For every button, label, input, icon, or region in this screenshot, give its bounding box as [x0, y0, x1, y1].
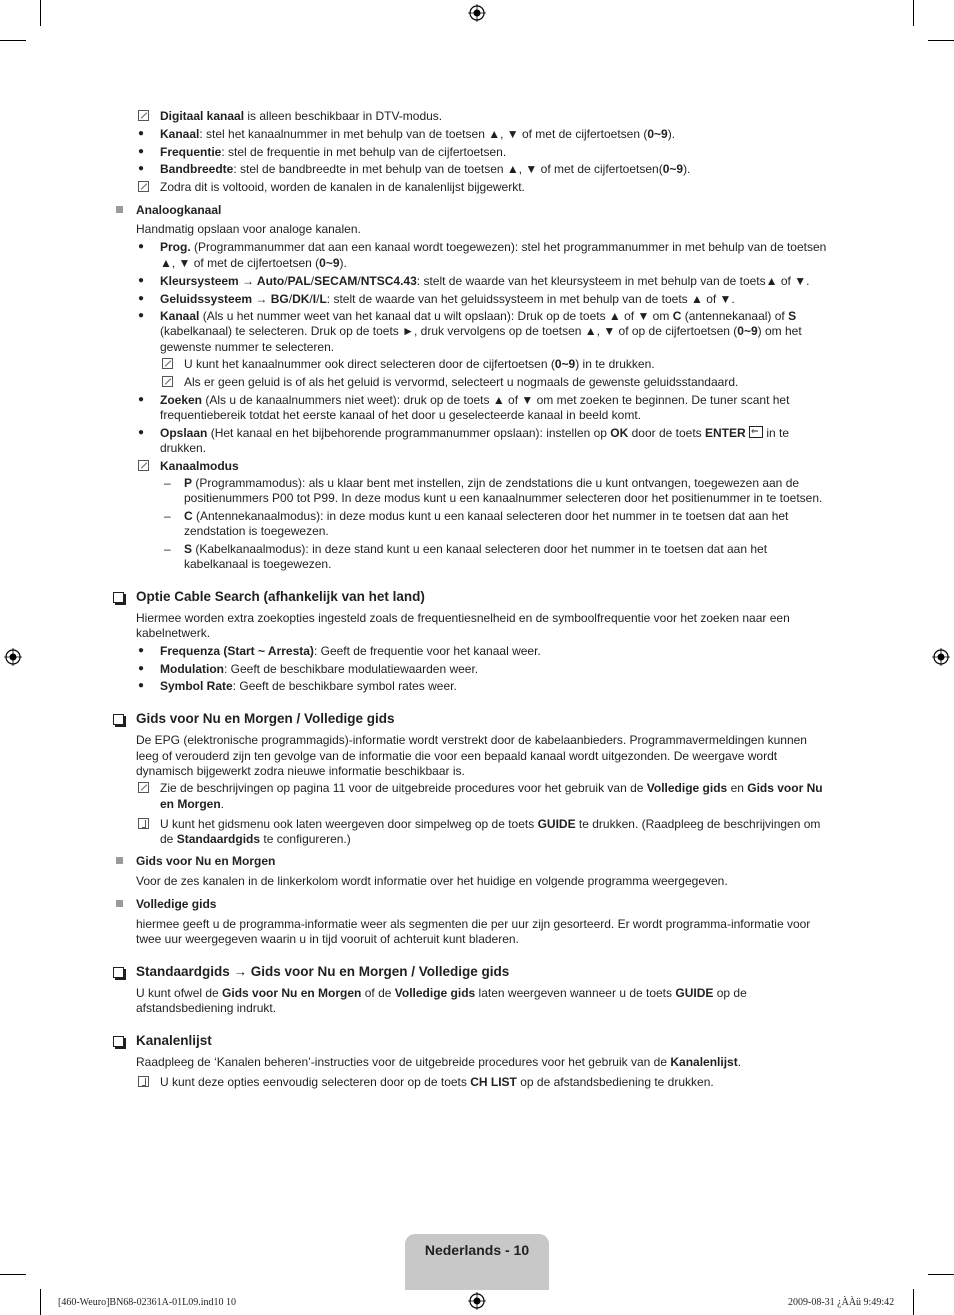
section-heading: Gids voor Nu en Morgen / Volledige gids — [136, 711, 395, 726]
text-line: (kabelkanaal) te selecteren. Druk op de toets ►, druk vervolgens op de toetsen ▲, ▼ of op de cijfertoetsen (0~9) om het — [160, 324, 802, 338]
text-line: ▲, ▼ of met de cijfertoetsen (0~9). — [160, 256, 347, 270]
crop-mark — [40, 1289, 41, 1315]
note-icon — [138, 181, 149, 192]
note-icon — [138, 110, 149, 121]
sub-heading: Analoogkanaal — [136, 203, 222, 217]
section-heading: Kanalenlijst — [136, 1033, 212, 1048]
crop-mark — [928, 1274, 954, 1275]
paragraph: twee uur weergegeven waarin u in tijd vooruit of achteruit kunt bladeren. — [136, 932, 519, 946]
text-line: kabelkanaal is toegewezen. — [184, 557, 332, 571]
bullet-item: ● Geluidssysteem → BG/DK/I/L: stelt de waarde van het geluidssysteem in met behulp van de toets ▲ of ▼. — [160, 291, 735, 307]
paragraph: dynamisch bijgewerkt zodra nieuwe informatie beschikbaar is. — [136, 764, 465, 778]
crop-mark — [913, 0, 914, 26]
text-line: positienummers P00 tot P99. In deze modus kunt u een kanaalnummer selecteren door het positienummer in te toetsen. — [184, 491, 823, 505]
enter-key-icon — [749, 426, 763, 438]
note-line: de Standaardgids te configureren.) — [160, 832, 351, 846]
note-icon — [138, 460, 149, 471]
section-heading: Optie Cable Search (afhankelijk van het land) — [136, 589, 425, 604]
paragraph: kabelnetwerk. — [136, 626, 211, 640]
bullet-item: ● Symbol Rate: Geeft de beschikbare symbol rates weer. — [160, 678, 457, 694]
crop-mark — [0, 1274, 26, 1275]
note-line: en Morgen. — [160, 797, 225, 811]
paragraph: Handmatig opslaan voor analoge kanalen. — [136, 222, 361, 236]
note-line: Zie de beschrijvingen op pagina 11 voor de uitgebreide procedures voor het gebruik van de Volledige gids en Gids voor Nu — [160, 781, 823, 795]
crop-mark — [913, 1289, 914, 1315]
page-number: Nederlands - 10 — [424, 1242, 530, 1258]
checkbox-heading-icon — [113, 592, 124, 603]
bullet-item: ● Bandbreedte: stel de bandbreedte in met behulp van de toetsen ▲, ▼ of met de cijfertoetsen(0~9). — [160, 161, 690, 177]
note-line: Digitaal kanaal is alleen beschikbaar in DTV-modus. — [160, 109, 443, 123]
note-icon — [162, 358, 173, 369]
text-line: frequentiebereik totdat het eerste kanaal of het door u geselecteerde kanaal in beeld komt. — [160, 408, 641, 422]
bullet-item: ● Frequentie: stel de frequentie in met behulp van de cijfertoetsen. — [160, 144, 506, 160]
dash-item: – C (Antennekanaalmodus): in deze modus kunt u een kanaal selecteren door het nummer in te toetsen dat aan het — [184, 508, 788, 524]
paragraph: leeg of verouderd zijn ten gevolge van de informatie die voor een bepaald kanaal wordt uitgezonden. De weergave wordt — [136, 749, 778, 763]
bullet-item: ● Kanaal: stel het kanaalnummer in met behulp van de toetsen ▲, ▼ of met de cijfertoetsen (0~9). — [160, 126, 675, 142]
sub-heading: Gids voor Nu en Morgen — [136, 854, 276, 868]
crop-mark — [0, 40, 26, 41]
paragraph: hiermee geeft u de programma-informatie weer als segmenten die per uur zijn gesorteerd. Er wordt programma-informatie voor — [136, 917, 811, 931]
dash-item: – S (Kabelkanaalmodus): in deze stand kunt u een kanaal selecteren door het nummer in te toetsen dat aan het — [184, 541, 767, 557]
tip-icon — [138, 818, 149, 829]
note-line: U kunt het gidsmenu ook laten weergeven door simpelweg op de toets GUIDE te drukken. (Raadpleeg de beschrijvingen om — [160, 817, 821, 831]
note-line: U kunt deze opties eenvoudig selecteren door op de toets CH LIST op de afstandsbediening te drukken. — [160, 1075, 714, 1089]
paragraph: Voor de zes kanalen in de linkerkolom wordt informatie over het huidige en volgende programma weergegeven. — [136, 874, 728, 888]
square-bullet-icon — [116, 900, 123, 907]
paragraph: U kunt ofwel de Gids voor Nu en Morgen of de Volledige gids laten weergeven wanneer u de toets GUIDE op de — [136, 986, 747, 1000]
crop-mark — [40, 0, 41, 26]
registration-mark-icon — [4, 648, 22, 666]
note-line: Als er geen geluid is of als het geluid is vervormd, selecteert u nogmaals de gewenste geluidsstandaard. — [184, 375, 739, 389]
note-line: U kunt het kanaalnummer ook direct selecteren door de cijfertoetsen (0~9) in te drukken. — [184, 357, 655, 371]
note-icon — [138, 782, 149, 793]
bullet-item: ● Prog. (Programmanummer dat aan een kanaal wordt toegewezen): stel het programmanummer in met behulp van de toetsen — [160, 239, 826, 255]
text-line: gewenste nummer te selecteren. — [160, 340, 335, 354]
print-slug-left: [460-Weuro]BN68-02361A-01L09.ind10 10 — [58, 1297, 237, 1308]
checkbox-heading-icon — [113, 714, 124, 725]
bullet-item: ● Kanaal (Als u het nummer weet van het kanaal dat u wilt opslaan): Druk op de toets ▲ of ▼ om C (antennekanaal) of S — [160, 308, 796, 324]
bullet-item: ● Kleursysteem → Auto/PAL/SECAM/NTSC4.43: stelt de waarde van het kleursysteem in met behulp van de toets▲ of ▼. — [160, 273, 809, 289]
dash-item: – P (Programmamodus): als u klaar bent met instellen, zijn de zendstations die u kunt ontvangen, toegewezen aan de — [184, 475, 799, 491]
note-icon — [162, 376, 173, 387]
bullet-item: ● Frequenza (Start ~ Arresta): Geeft de frequentie voor het kanaal weer. — [160, 643, 541, 659]
note-line: Zodra dit is voltooid, worden de kanalen in de kanalenlijst bijgewerkt. — [160, 180, 525, 194]
tip-icon — [138, 1076, 149, 1087]
bullet-item: ● Opslaan (Het kanaal en het bijbehorende programmanummer opslaan): instellen op OK door de toets ENTER ⇐ in te — [160, 425, 789, 441]
bullet-item: ● Modulation: Geeft de beschikbare modulatiewaarden weer. — [160, 661, 478, 677]
square-bullet-icon — [116, 206, 123, 213]
registration-mark-icon — [468, 4, 486, 22]
section-heading: Standaardgids → Gids voor Nu en Morgen / Volledige gids — [136, 964, 510, 979]
paragraph: Raadpleeg de ‘Kanalen beheren’-instructies voor de uitgebreide procedures voor het gebruik van de Kanalenlijst. — [136, 1055, 742, 1069]
registration-mark-icon — [932, 648, 950, 666]
crop-mark — [928, 40, 954, 41]
registration-mark-icon — [468, 1292, 486, 1310]
paragraph: De EPG (elektronische programmagids)-informatie wordt verstrekt door de kabelaanbieders. Programmavermeldingen kunnen — [136, 733, 807, 747]
sub-heading: Volledige gids — [136, 897, 217, 911]
text-line: drukken. — [160, 441, 207, 455]
square-bullet-icon — [116, 857, 123, 864]
checkbox-heading-icon — [113, 1036, 124, 1047]
print-slug-right: 2009-08-31 ¿ÀÀü 9:49:42 — [788, 1297, 895, 1308]
checkbox-heading-icon — [113, 967, 124, 978]
text-line: zendstation is toegewezen. — [184, 524, 329, 538]
paragraph: afstandsbediening indrukt. — [136, 1001, 277, 1015]
sub-heading: Kanaalmodus — [160, 459, 239, 473]
paragraph: Hiermee worden extra zoekopties ingesteld zoals de frequentiesnelheid en de symboolfrequentie voor het zoeken naar een — [136, 611, 790, 625]
bullet-item: ● Zoeken (Als u de kanaalnummers niet weet): druk op de toets ▲ of ▼ om met zoeken te beginnen. De tuner scant het — [160, 392, 789, 408]
